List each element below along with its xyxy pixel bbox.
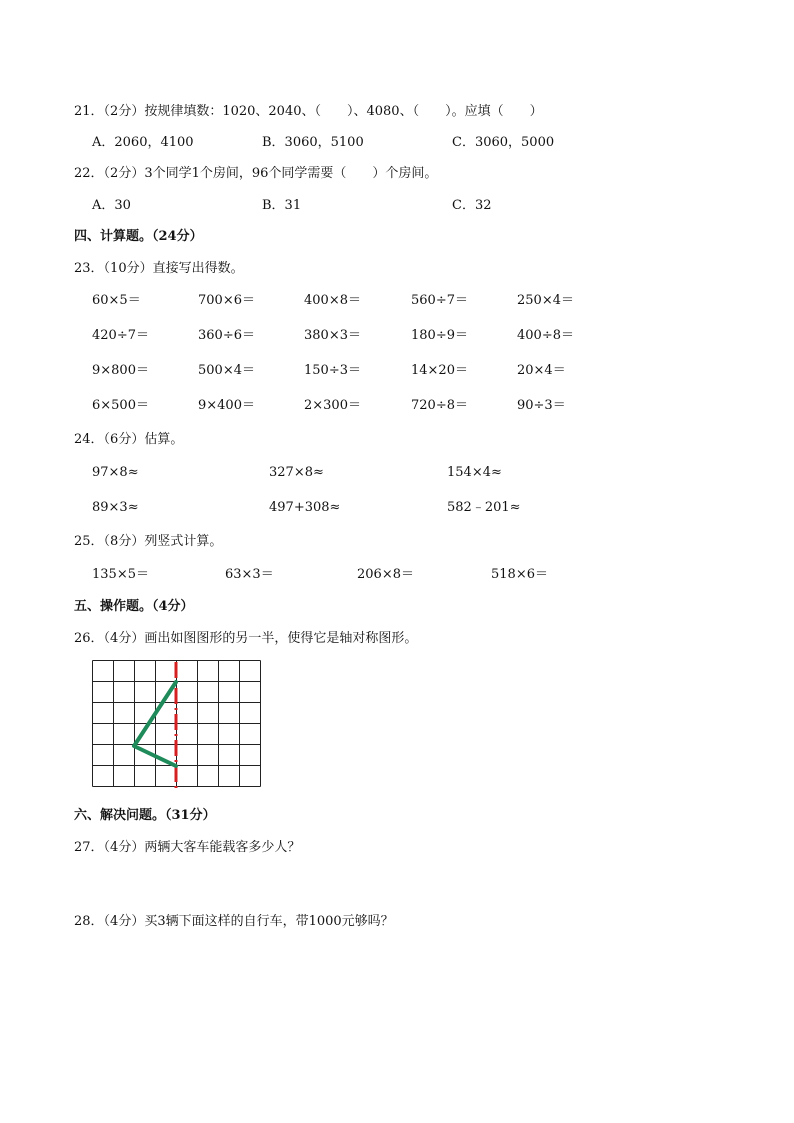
section-6-title: 六、解决问题。（31分） <box>74 808 216 823</box>
mental-math-item: 400×8＝ <box>304 293 361 308</box>
vertical-calc-item: 518×6＝ <box>491 567 548 582</box>
mental-math-item: 14×20＝ <box>411 363 468 378</box>
question-23-text: 23．（10分）直接写出得数。 <box>74 261 244 276</box>
mental-math-item: 420÷7＝ <box>92 328 149 343</box>
estimate-item: 497+308≈ <box>269 500 341 515</box>
question-21-text: 21．（2分）按规律填数：1020、2040、（ ）、4080、（ ）。应填（ ） <box>74 104 543 119</box>
question-26-text: 26．（4分）画出如图图形的另一半，使得它是轴对称图形。 <box>74 631 418 646</box>
mental-math-item: 400÷8＝ <box>517 328 574 343</box>
question-22-option-a[interactable]: A．30 <box>92 198 131 213</box>
question-25-text: 25．（8分）列竖式计算。 <box>74 534 223 549</box>
estimate-item: 89×3≈ <box>92 500 139 515</box>
vertical-calc-item: 206×8＝ <box>357 567 414 582</box>
mental-math-item: 360÷6＝ <box>198 328 255 343</box>
mental-math-item: 560÷7＝ <box>411 293 468 308</box>
question-22-option-c[interactable]: C．32 <box>452 198 492 213</box>
mental-math-item: 720÷8＝ <box>411 398 468 413</box>
question-21-option-a[interactable]: A．2060，4100 <box>92 135 194 150</box>
question-22-text: 22．（2分）3个同学1个房间，96个同学需要（ ）个房间。 <box>74 166 438 181</box>
vertical-calc-item: 63×3＝ <box>225 567 274 582</box>
mental-math-item: 60×5＝ <box>92 293 141 308</box>
mental-math-item: 380×3＝ <box>304 328 361 343</box>
mental-math-item: 500×4＝ <box>198 363 255 378</box>
mental-math-item: 9×400＝ <box>198 398 255 413</box>
symmetry-grid-figure[interactable] <box>92 660 262 794</box>
mental-math-item: 700×6＝ <box>198 293 255 308</box>
mental-math-item: 9×800＝ <box>92 363 149 378</box>
estimate-item: 582﹣201≈ <box>447 500 521 515</box>
mental-math-item: 6×500＝ <box>92 398 149 413</box>
question-24-text: 24．（6分）估算。 <box>74 432 184 447</box>
mental-math-item: 250×4＝ <box>517 293 574 308</box>
question-21-option-c[interactable]: C．3060，5000 <box>452 135 555 150</box>
question-21-option-b[interactable]: B．3060，5100 <box>262 135 364 150</box>
mental-math-item: 150÷3＝ <box>304 363 361 378</box>
estimate-item: 327×8≈ <box>269 465 324 480</box>
vertical-calc-item: 135×5＝ <box>92 567 149 582</box>
question-22-option-b[interactable]: B．31 <box>262 198 302 213</box>
estimate-item: 97×8≈ <box>92 465 139 480</box>
mental-math-item: 20×4＝ <box>517 363 566 378</box>
estimate-item: 154×4≈ <box>447 465 502 480</box>
question-27-text: 27．（4分）两辆大客车能载客多少人？ <box>74 840 301 855</box>
mental-math-item: 90÷3＝ <box>517 398 566 413</box>
question-28-text: 28．（4分）买3辆下面这样的自行车，带1000元够吗？ <box>74 914 394 929</box>
mental-math-item: 2×300＝ <box>304 398 361 413</box>
section-5-title: 五、操作题。（4分） <box>74 599 194 614</box>
section-4-title: 四、计算题。（24分） <box>74 229 203 244</box>
mental-math-item: 180÷9＝ <box>411 328 468 343</box>
